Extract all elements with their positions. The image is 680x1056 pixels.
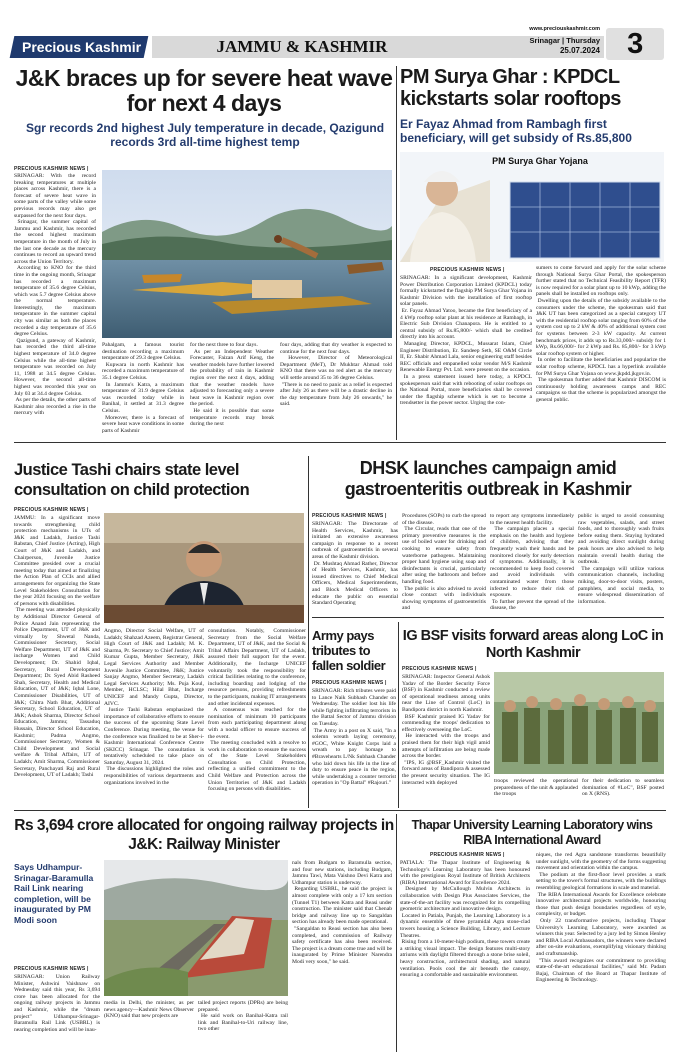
dhsk-col-4: public is urged to avoid consuming raw vegetables, salads, and street foods, and to thoroughly wash fruits before eating them. Staying hydrated and avoiding direct sunlight during peak hours are also advised to help maintain overall health during the outbreak. The campaign will utilize various communication channels, including miking, door-to-door visits, posters, pamphlets, and social media, to ensure widespread dissemination of information. xyxy=(578,513,664,605)
rail-byline: PRECIOUS KASHMIR NEWS | xyxy=(14,966,89,972)
rail-col-2: media in Delhi, the minister, as per news agency—Kashmir News Observer (KNO) said that new projects are xyxy=(104,1000,196,1020)
bsf-byline: PRECIOUS KASHMIR NEWS | xyxy=(402,666,477,672)
vertical-divider-top xyxy=(396,66,397,440)
tashi-photo-chief-justice xyxy=(104,513,304,623)
thapar-col-1: PATIALA: The Thapar Institute of Engineering & Technology's Learning Laboratory has been honoured with the prestigious Royal Institute of British Architects (RIBA) International Award for Excellence 2024. Designed by McCullough Mulvin Architects in collaboration with Design Plus Associates Services, the state-of-the-art facility was recognized for its compelling geometric architecture and innovative design. Located in Patiala, Punjab, the Learning Laboratory is a dynamic ensemble of three pyramidal Agra stone-clad towers housing a Science Building, Library, and Lecture Theatres. Rising from a 10-meter-high podium, these towers create a striking visual impact. The design features multi-story atriums with daylight filtered through a stone brise soleil, heavy construction, architectural shading, and natural ventilation. Pools cool the air beneath the canopy, ensuring a comfortable and sustainable environment. xyxy=(400,860,531,979)
rail-sidebar-quote: Says Udhampur-Srinagar-Baramulla Rail Link nearing completion, will be inaugurated by PM Modi soon xyxy=(14,862,94,925)
solar-subhead: Er Fayaz Ahmad from Rambagh first beneficiary, will get subsidy of Rs.85,800 xyxy=(400,117,632,145)
horizontal-divider-1 xyxy=(14,442,666,443)
place-day: Srinagar | Thursday xyxy=(529,36,600,45)
bsf-col-1: SRINAGAR: Inspector General Ashok Yadav of the Border Security Force (BSF) in Kashmir conducted a review of operational readiness among units near the Line of Control (LoC) in Bandipora district in north Kashmir. BSF Kashmir praised IG Yadav for commending the troops' dedication to effectively overseeing the LoC. He interacted with the troops and praised them for their high vigil amid attempts of infiltration are being made across the border. "IPS, IG @BSF_Kashmir visited the forward areas of Bandipora & assessed the present security situation. The IG interacted with deployed xyxy=(402,674,490,786)
dhsk-headline: DHSK launches campaign amid gastroenteritis outbreak in Kashmir xyxy=(344,458,632,499)
army-byline: PRECIOUS KASHMIR NEWS | xyxy=(312,680,387,686)
tashi-headline: Justice Tashi chairs state level consultation on child protection xyxy=(14,461,250,499)
solar-col-1: SRINAGAR: In a significant development, Kashmir Power Distribution Corporation Limited (KPDCL) today formally kickstarted the flagship PM Surya Ghar Yojana in Kashmir Division with the installation of first rooftop solar panels. Er. Fayaz Ahmad Yatoo, became the first beneficiary of a 4 kWp rooftop solar plant at his residence at Rambagh, in Electric Sub Division Chanapora. He is entitled to a central subsidy of Rs.85,800/- which shall be credited directly into his account. Managing Director, KPDCL, Mussarat Islam, Chief Engineer Distribution, Er. Sandeep Seth, SE O&M Circle II, Er. Shabir Ahmad Lala, senior engineering staff besides REC officials and empanelled solar vendor M/S Kashmir Renewable Energy Pvt. Ltd. were present on the occasion. In a press statement issued here today, a KPDCL spokesperson said that with rebooting of solar rooftops on the National Portal, more beneficiaries shall be covered under the flagship scheme which is set to become a trendsetter in the power sector. Urging the con- xyxy=(400,275,532,407)
solar-photo xyxy=(400,152,664,262)
rail-col-4: nals from Budgam to Baramulla section, and four new stations, including Budgam, Jammu Tawi, Mata Vaishno Devi Katra and Udhampur station is underway. Regarding USBRL, he said the project is almost complete with only a 17 km section (Tunnel T1) between Katra and Reasi under construction. The minister said that Chenab bridge and railway line up to Sangaldan section has already been made operational. "Sangaldan to Reasi section has also been completed, and commission of Railway safety certificate has also been received. The project is a dream come true and will be inaugurated by Prime Minister Narendra Modi very soon," he said. xyxy=(292,860,392,965)
thapar-headline: Thapar University Learning Laboratory wins RIBA International Award xyxy=(411,818,653,847)
tashi-byline: PRECIOUS KASHMIR NEWS | xyxy=(14,507,89,513)
section-title: JAMMU & KASHMIR xyxy=(216,37,388,56)
solar-headline: PM Surya Ghar : KPDCL kickstarts solar rooftops xyxy=(400,66,621,110)
website: www.preciouskashmir.com xyxy=(529,26,600,32)
dhsk-col-1: SRINAGAR: The Directorate of Health Services, Kashmir, has initiated an extensive awareness campaign in response to a recent outbreak of gastroenteritis in several areas of the Kashmir division. Dr. Mushtaq Ahmad Rather, Director of Health Services, Kashmir, has issued directives to Chief Medical Officers, Medical Superintendents, and Block Medical Officers to educate the public on essential Standard Operating xyxy=(312,521,398,607)
bsf-photo-troops xyxy=(494,672,664,774)
heat-subhead: Sgr records 2nd highest July temperature in decade, Qazigund records 3rd all-time highest temp xyxy=(25,121,385,149)
dhsk-col-3: to report any symptoms immediately to the nearest health facility. The campaign places a special emphasis on the health and hygiene of children, advising that they frequently wash their hands and be monitored closely for early detection of symptoms. Additionally, it is recommended to keep food covered and avoid individuals with contaminated water from those infected to reduce their risk of exposure. To further prevent the spread of the disease, the xyxy=(490,513,574,612)
heat-headline: J&K braces up for severe heat wave for next 4 days xyxy=(15,65,393,116)
thapar-byline: PRECIOUS KASHMIR NEWS | xyxy=(430,852,505,858)
solar-byline: PRECIOUS KASHMIR NEWS | xyxy=(430,267,505,273)
rail-photo-train xyxy=(104,860,288,996)
page-number: 3 xyxy=(627,28,643,60)
heat-col-1: SRINAGAR: With the record breaking temperatures at multiple places across Kashmir, there is a forecast of severe heat wave in some parts of the valley while some previous records may also get surpassed for the next four days. Srinagar, the summer capital of Jammu and Kashmir, has recorded the second highest maximum temperature in the month of July in the last one decade as the mercury continues to record an upward trend across the Union Territory. According to KNO for the third time in the ongoing month, Srinagar has recorded a maximum temperature of 35.6 degree Celsius, which was 5.7 degree Celsius above the normal temperature. Interestingly, the maximum temperature in the summer capital city was similar as both the places recorded a day temperature of 35.6 degree Celsius. Qazigund, a gateway of Kashmir, has recorded the third all-time highest temperature of 34.0 degree Celsius while the all-time highest temperature was recorded on July 11, 1988 at 34.5 degree Celsius. However, the second all-time highest was recorded this year on July 03 at 34.4 degree Celsius. As per the details, the other parts of Kashmir also recorded a rise in the mercury with xyxy=(14,173,97,417)
army-body: SRINAGAR: Rich tributes were paid to Lance Naik Subhash Chander on Wednesday. The soldier lost his life while fighting infiltrating terrorists in the Battal Sector of Jammu division on Tuesday. The Army in a post on X said, "In a solemn wreath laying ceremony, #GOC, White Knight Corps laid a wreath to pay homage to #Bravehearts L/Nk Subhash Chander who laid down his life in the line of duty to ensure peace in the region, while undertaking a counter terrorist operation in "Op Battal" #Rajouri." xyxy=(312,688,396,787)
bsf-col-3: for their dedication to seamless domination of #LoC", BSF posted on X (RNS). xyxy=(582,778,666,798)
dhsk-col-2: Procedures (SOPs) to curb the spread of the disease. The Circular, reads that one of the primary preventive measures is the use of boiled water for drinking and cooking to ensure safety from waterborne pathogens. Maintaining proper hand hygiene using soap and disinfectants is crucial, particularly after using the bathroom and before handling food. The public is also advised to avoid close contact with individuals showing symptoms of gastroenteritis and xyxy=(402,513,486,612)
solar-col-2: sumers to come forward and apply for the solar scheme through National Surya Ghar Portal, the spokesperson further stated that no Technical Feasibility Report (TFR) is now required for a solar plant up to 10 kWp, adding the panels shall be installed on rooftops only. Dwelling upon the details of the subsidy available to the consumers under the scheme, the spokesman said that J&K UT has been categorized as a special category UT with the residential rooftop solar ranging from 60% of the system cost up to 2 kW & 40% of additional system cost for systems between 2-3 kW capacity. At current benchmark prices, it adds up to Rs.33,000/- subsidy for 1 kWp, Rs.66,000/- for 2 kWp and Rs. 85,800/- for 3 kWp solar rooftop system or higher. In order to facilitate the beneficiaries and popularize the solar rooftop scheme, KPDCL has a hyperlink available for PM Surya Ghar Yojana on www.jkpdd.jkgov.in. The spokesman further added that Kashmir DISCOM is continuously holding awareness camps and REC campaigns so that the scheme is popularized amongst the general public. xyxy=(536,265,666,403)
dhsk-byline: PRECIOUS KASHMIR NEWS | xyxy=(312,513,387,519)
rail-col-3: tailed project reports (DPRs) are being prepared. He said work on Banihal-Katra rail link and Banihal-to-Uri railway line, two other xyxy=(198,1000,288,1033)
rail-col-1: SRINAGAR: Union Railway Minister, Ashwini Vaishnaw on Wednesday said this year, Rs 3,694 crore has been allocated for the ongoing railway projects in Jammu and Kashmir, while the "dream project" Udhampur-Srinagar-Baramulla Rail Link (USBRL) is nearing completion and will be inau- xyxy=(14,974,102,1033)
heat-col-2: Pahalgam, a famous tourist destination recording a maximum temperature of 29.3 degree Celsius. Kupwara in north Kashmir has recorded a maximum temperature of 35.1 degree Celsius. In Jammu's Katra, a maximum temperature of 31.9 degree Celsius was recorded today while in Banihal, it settled at 31.3 degree Celsius. Moreover, there is a forecast of severe heat wave conditions in some parts of Kashmir xyxy=(102,342,184,434)
date: 25.07.2024 xyxy=(559,46,600,55)
tashi-photo xyxy=(104,513,304,623)
thapar-col-2: niques, the red Agra sandstone transforms beautifully under sunlight, with the geometry of the forms suggesting movement and orientation within the campus. The podium at the first-floor level provides a stark setting to the tower's formal structures, with the buildings resembling geological formations in scale and material. The RIBA International Awards for Excellence celebrate innovative architectural projects worldwide, honouring those that push design boundaries regardless of style, complexity, or budget. Only 22 transformative projects, including Thapar University's Learning Laboratory, were awarded as winners this year. Selected by a jury led by Simon Henley and RIBA Local Ambassadors, the winners were declared after on-site evaluations, exemplifying visionary thinking and craftsmanship. "This award recognizes our commitment to providing state-of-the-art educational facilities," said Mr. Padam Bajaj, Chairman of the Board at Thapar Institute of Engineering & Technology. xyxy=(536,852,666,984)
solar-photo-caption: PM Surya Ghar Yojana xyxy=(492,156,588,166)
vertical-divider-bottom xyxy=(396,814,397,1052)
masthead xyxy=(0,0,680,64)
tashi-col-2: Angmo, Director Social Welfare, UT of Ladakh; Shahzad Azeem, Registrar General, High Court of J&K and Ladakh; M. K. Sharma, Pr. Secretary to Chief Justice; Amit Kumar Gupta, Member Secretary, J&K Legal Services Authority and Member Juvenile Justice Committee, J&K; Justice Sanjay Angmo, Member Secretary, Ladakh Legal Services Authority; Ms. Puja Koul, Member, HCLSC; Hilal Bhat, Incharge UNICEF and Mandy Gupta, Director, AIVC. Justice Tashi Rabstan emphasized the importance of collaborative efforts to ensure the success of the upcoming State Level Conference. During meeting, the venue for the conference was finalized to be at Sher-i-Kashmir International Conference Centre (SKICC) Srinagar. The consultation is tentatively scheduled to take place on Saturday, August 31, 2024. The discussions highlighted the roles and responsibilities of various departments and organizations involved in the xyxy=(104,628,205,786)
vertical-divider-mid xyxy=(308,456,309,808)
section-left-label: Precious Kashmir xyxy=(22,39,142,55)
bsf-photo xyxy=(494,672,664,774)
rail-photo xyxy=(104,860,288,996)
bsf-headline: IG BSF visits forward areas along LoC in North Kashmir xyxy=(402,628,664,661)
vertical-divider-army xyxy=(398,622,399,808)
tashi-col-1: JAMMU: In a significant move towards strengthening child protection mechanisms in UTs of J&K and Ladakh, Justice Tashi Rabstan, Chief Justice (Acting), High Court of J&K and Ladakh, and Chairperson, Juvenile Justice Committee presided over a crucial meeting today that aimed at finalizing the Action Plan of CCIs and allied arrangements for organizing the State Level Stakeholders Consultation for the year 2024 focusing on the welfare of persons with disabilities. The meeting was attended physically by Additional Director General of Police Anand Jain representing the Police Department, UT of J&K and virtually by Shwetal Nanda, Commissioner Secretary, Social Welfare Department, UT of J&K and incharge Women and Child Development; Dr. Shahid Iqbal, Secretary, Rural Development Department; Dr. Syed Abid Rasheed Shah, Secretary, Health and Medical Education, UT of J&K; Iqbal Lone, Commissioner Disabilities, UT of J&K; Chitra Nath Bhat, Additional Secretary, School Education, UT of J&K; Ashok Sharma, Director School Education, Jammu; Tassaduq Hussain, Director School Education, Kashmir; Padma Angmo, Commissioner Secretary, Women & Child Development and Social welfare & Tribal Affairs, UT of Ladakh; Amit Sharma, Commissioner Secretary, Panchayati Raj and Rural Development, UT of Ladakh; Tashi xyxy=(14,515,100,779)
heat-col-3: for the next three to four days. As per an Independent Weather Forecaster, Faizan Arif Keng, the weather models have further lowered the probability of rain in Kashmir region over the next 4 days, adding that the weather models have adjusted to forecasting only a severe heat wave in Kashmir region over the period. He said it is possible that some temperature records may break during the next xyxy=(190,342,275,428)
heat-photo xyxy=(102,170,392,338)
heat-byline: PRECIOUS KASHMIR NEWS | xyxy=(14,166,89,172)
horizontal-divider-dhsk xyxy=(312,617,664,618)
rail-headline: Rs 3,694 crore allocated for ongoing railway projects in J&K: Railway Minister xyxy=(14,817,394,853)
solar-photo-pm-panels xyxy=(400,152,664,262)
heat-col-4: four days, adding that dry weather is expected to continue for the next four days. However, Director of Meteorological Department (MeT), Dr Mukhtar Ahmad told KNO that there was no red alert as the mercury will settle around 35 to 36 degree Celsius. "There is no need to panic as a relief is expected after July 26 as there will be a drastic decline in the day temperature from July 26 onwards," he said. xyxy=(280,342,392,408)
bsf-col-2: troops reviewed the operational preparedness of the unit & applauded the troops xyxy=(494,778,580,798)
army-headline: Army pays tributes to fallen soldier xyxy=(312,628,386,673)
horizontal-divider-2 xyxy=(14,810,666,811)
tashi-col-3: consultation. Notably, Commissioner Secretary from the Social Welfare Department, UT of J&K, and the Social & Tribal Affairs Department, UT of Ladakh, assured their full support for the event. Additionally, the Incharge UNICEF voluntarily took the responsibility for critical facilities relating to the conference, including boarding and lodging of the resource persons, providing refreshments to the participants, making IT arrangements and other incidental expenses. A consensus was reached for the nomination of minimum 10 participants from each participating department along with a nodal officer to ensure success of the event. The meeting concluded with a resolve to work in collaboration to ensure the success of the State Level Stakeholders Consultation on Child Protection, reflecting a unified commitment to the Child Welfare and Protection across the Union Territories of J&K and Ladakh focusing on persons with disabilities. xyxy=(208,628,306,793)
heat-photo-boating-lake xyxy=(102,170,392,338)
